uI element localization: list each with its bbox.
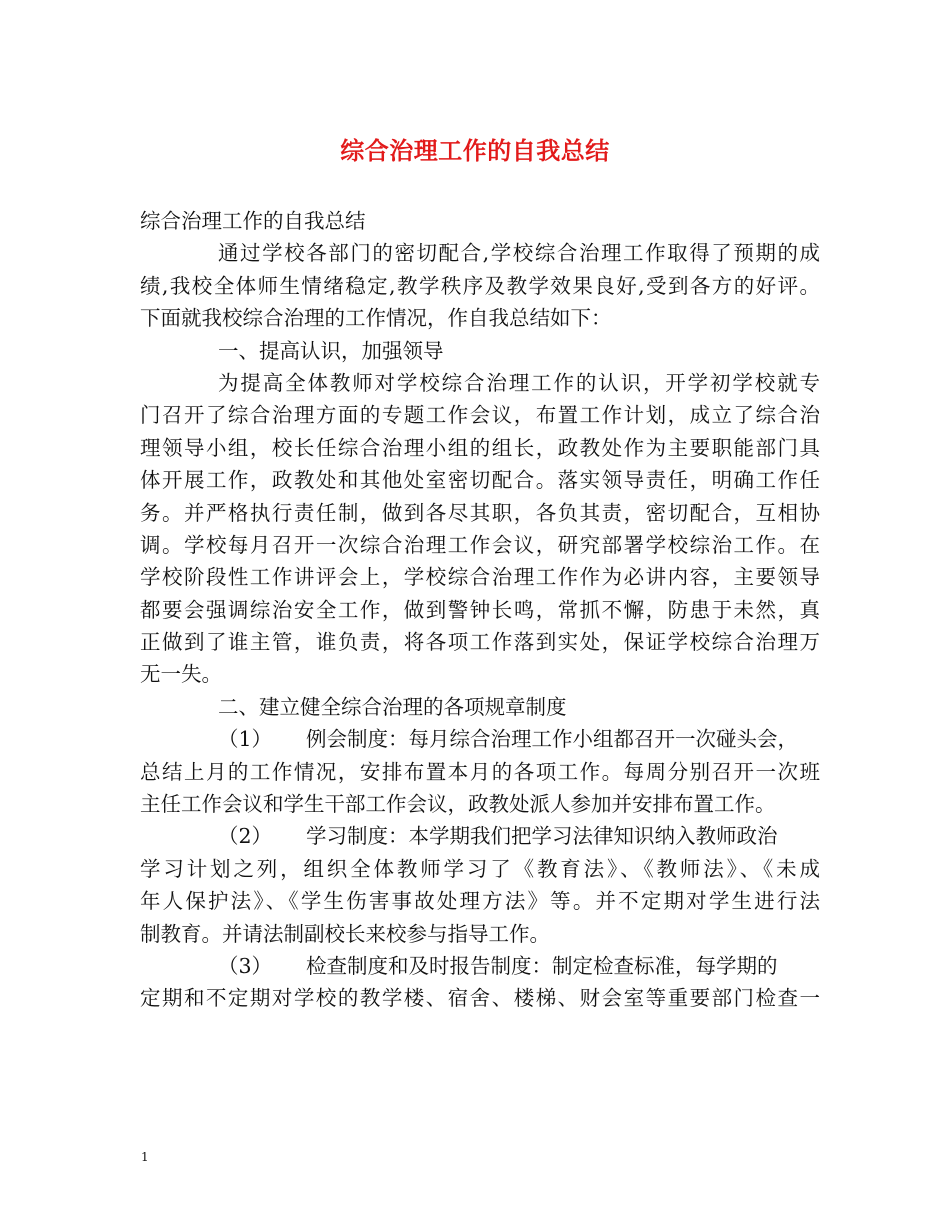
list-item-line <box>140 723 820 755</box>
body-line: 都要会强调综治安全工作，做到警钟长鸣，常抓不懈，防患于未然，真 <box>140 597 820 622</box>
document-title: 综合治理工作的自我总结 <box>340 136 610 165</box>
document-body <box>140 205 820 1015</box>
section-heading: 一、提高认识，加强领导 <box>218 338 444 363</box>
section-heading: 综合治理工作的自我总结 <box>140 209 366 233</box>
item-number: （3） <box>218 953 273 978</box>
list-item-line <box>140 950 820 982</box>
item-number: （2） <box>218 824 273 849</box>
page-number: 1 <box>141 1150 149 1164</box>
item-text: 例会制度：每月综合治理工作小组都召开一次碰头会， <box>306 727 798 752</box>
body-line: 制教育。并请法制副校长来校参与指导工作。 <box>140 921 550 946</box>
body-line: 总结上月的工作情况，安排布置本月的各项工作。每周分别召开一次班 <box>140 759 820 784</box>
item-text: 学习制度：本学期我们把学习法律知识纳入教师政治 <box>306 824 778 849</box>
body-line: 绩,我校全体师生情绪稳定,教学秩序及教学效果良好,受到各方的好评。 <box>140 273 820 298</box>
body-line: 为提高全体教师对学校综合治理工作的认识，开学初学校就专 <box>218 370 820 395</box>
body-line: 门召开了综合治理方面的专题工作会议，布置工作计划，成立了综合治 <box>140 403 820 428</box>
body-line: 通过学校各部门的密切配合,学校综合治理工作取得了预期的成 <box>218 241 820 266</box>
item-text: 检查制度和及时报告制度：制定检查标准，每学期的 <box>306 953 778 978</box>
body-line: 学校阶段性工作讲评会上，学校综合治理工作作为必讲内容，主要领导 <box>140 565 820 590</box>
body-line: 下面就我校综合治理的工作情况，作自我总结如下： <box>140 306 612 331</box>
body-line: 主任工作会议和学生干部工作会议，政教处派人参加并安排布置工作。 <box>140 792 776 817</box>
list-item-line <box>140 820 820 852</box>
item-number: （1） <box>218 727 273 752</box>
body-line: 调。学校每月召开一次综合治理工作会议，研究部署学校综治工作。在 <box>140 532 820 557</box>
body-line: 正做到了谁主管，谁负责，将各项工作落到实处，保证学校综合治理万 <box>140 630 820 655</box>
body-line: 学习计划之列，组织全体教师学习了《教育法》、《教师法》、《未成 <box>140 856 820 881</box>
section-heading: 二、建立健全综合治理的各项规章制度 <box>218 694 567 719</box>
body-line: 无一失。 <box>140 662 222 687</box>
body-line: 务。并严格执行责任制，做到各尽其职，各负其责，密切配合，互相协 <box>140 500 820 525</box>
body-line: 体开展工作，政教处和其他处室密切配合。落实领导责任，明确工作任 <box>140 468 820 493</box>
body-line: 定期和不定期对学校的教学楼、宿舍、楼梯、财会室等重要部门检查一 <box>140 986 820 1011</box>
body-line: 年人保护法》、《学生伤害事故处理方法》等。并不定期对学生进行法 <box>140 889 820 914</box>
body-line: 理领导小组，校长任综合治理小组的组长，政教处作为主要职能部门具 <box>140 435 820 460</box>
